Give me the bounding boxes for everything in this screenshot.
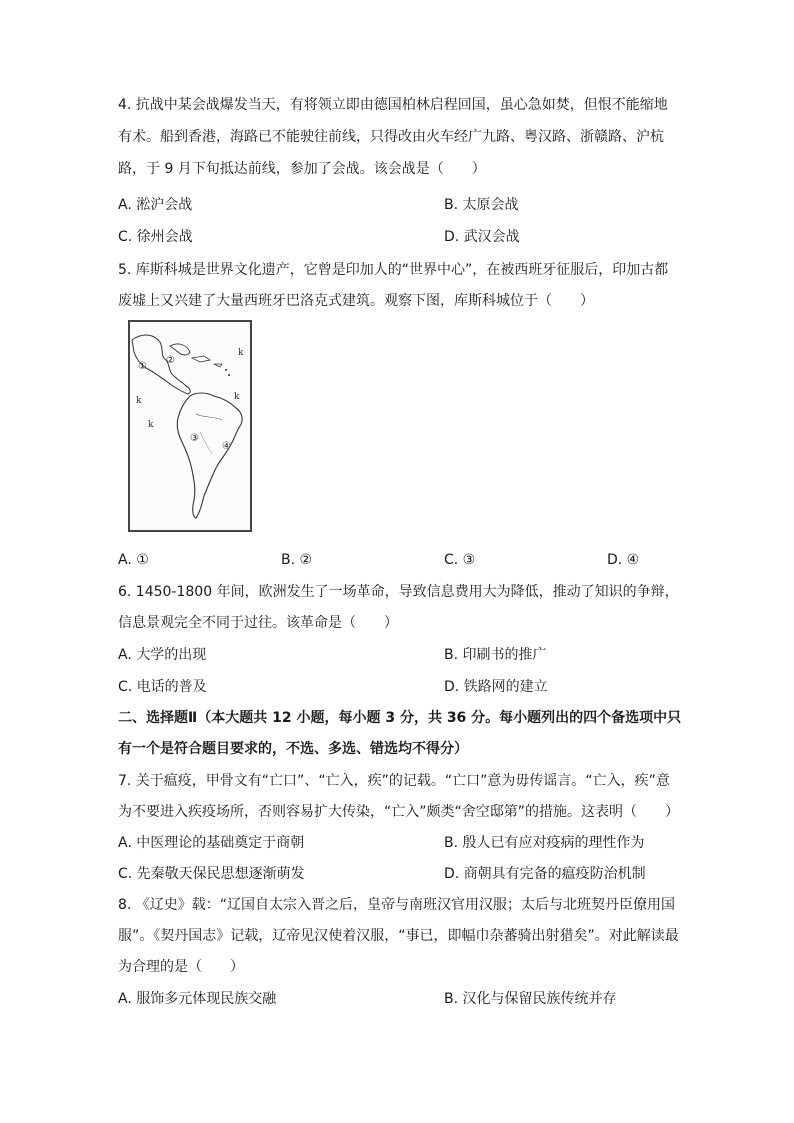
q4-text-line-3: 路，于 9 月下旬抵达前线，参加了会战。该会战是（ ）: [118, 161, 486, 177]
map-letter: k: [148, 420, 154, 430]
q4-option-a[interactable]: A. 淞沪会战: [118, 197, 193, 213]
q5-option-c[interactable]: C. ③: [444, 552, 476, 568]
q7-text-line-2: 为不要进入疾疫场所，否则容易扩大传染，“亡入”颇类“舍空邸第”的措施。这表明（ ）: [118, 804, 680, 820]
map-marker-4: ④: [222, 441, 231, 452]
q4-option-c[interactable]: C. 徐州会战: [118, 229, 193, 245]
q8-text-line-1: 8. 《辽史》载：“辽国自太宗入晋之后，皇帝与南班汉官用汉服；太后与北班契丹臣僚用国: [118, 897, 676, 913]
q7-text-line-1: 7. 关于瘟疫，甲骨文有“亡口”、“亡入，疾”的记载。“亡口”意为毋传谣言。“亡入，疾”意: [118, 773, 670, 789]
q4-text-line-2: 有术。船到香港，海路已不能驶往前线，只得改由火车经广九路、粤汉路、浙赣路、沪杭: [118, 129, 664, 145]
map-marker-2: ②: [166, 355, 175, 366]
section-2-header-line-1: 二、选择题Ⅱ（本大题共 12 小题，每小题 3 分，共 36 分。每小题列出的四个备选项中只: [118, 710, 682, 726]
americas-map: [128, 320, 252, 532]
map-marker-1: ①: [138, 361, 147, 372]
map-letter: k: [234, 392, 240, 402]
q4-option-d[interactable]: D. 武汉会战: [444, 229, 520, 245]
q5-text-line-1: 5. 库斯科城是世界文化遗产，它曾是印加人的“世界中心”，在被西班牙征服后，印加古都: [118, 262, 669, 278]
map-letter: k: [136, 396, 142, 406]
q4-option-b[interactable]: B. 太原会战: [444, 197, 519, 213]
q8-option-b[interactable]: B. 汉化与保留民族传统并存: [444, 991, 617, 1007]
q5-option-d[interactable]: D. ④: [607, 552, 640, 568]
map-letter: k: [238, 348, 244, 358]
q8-text-line-2: 服”。《契丹国志》记载，辽帝见汉使着汉服，“事已，即幅巾杂蕃骑出射猎矣”。对此解读最: [118, 928, 679, 944]
q8-text-line-3: 为合理的是（ ）: [118, 959, 244, 975]
q8-option-a[interactable]: A. 服饰多元体现民族交融: [118, 991, 277, 1007]
q6-option-d[interactable]: D. 铁路网的建立: [444, 679, 548, 695]
q5-option-b[interactable]: B. ②: [281, 552, 313, 568]
q5-text-line-2: 废墟上又兴建了大量西班牙巴洛克式建筑。观察下图，库斯科城位于（ ）: [118, 293, 594, 309]
q7-option-d[interactable]: D. 商朝具有完备的瘟疫防治机制: [444, 866, 646, 882]
section-2-header-line-2: 有一个是符合题目要求的，不选、多选、错选均不得分）: [118, 741, 468, 757]
q4-text-line-1: 4. 抗战中某会战爆发当天，有将领立即由德国柏林启程回国，虽心急如焚，但恨不能缩地: [118, 97, 668, 113]
q6-text-line-2: 信息景观完全不同于过往。该革命是（ ）: [118, 615, 398, 631]
q7-option-c[interactable]: C. 先秦敬天保民思想逐渐萌发: [118, 866, 305, 882]
q6-option-a[interactable]: A. 大学的出现: [118, 647, 207, 663]
q7-option-b[interactable]: B. 殷人已有应对疫病的理性作为: [444, 835, 645, 851]
q6-text-line-1: 6. 1450-1800 年间，欧洲发生了一场革命，导致信息费用大为降低，推动了知识的争辩，: [118, 584, 679, 600]
q6-option-b[interactable]: B. 印刷书的推广: [444, 647, 547, 663]
q7-option-a[interactable]: A. 中医理论的基础奠定于商朝: [118, 835, 305, 851]
q6-option-c[interactable]: C. 电话的普及: [118, 679, 207, 695]
q5-option-a[interactable]: A. ①: [118, 552, 149, 568]
map-marker-3: ③: [190, 433, 199, 444]
